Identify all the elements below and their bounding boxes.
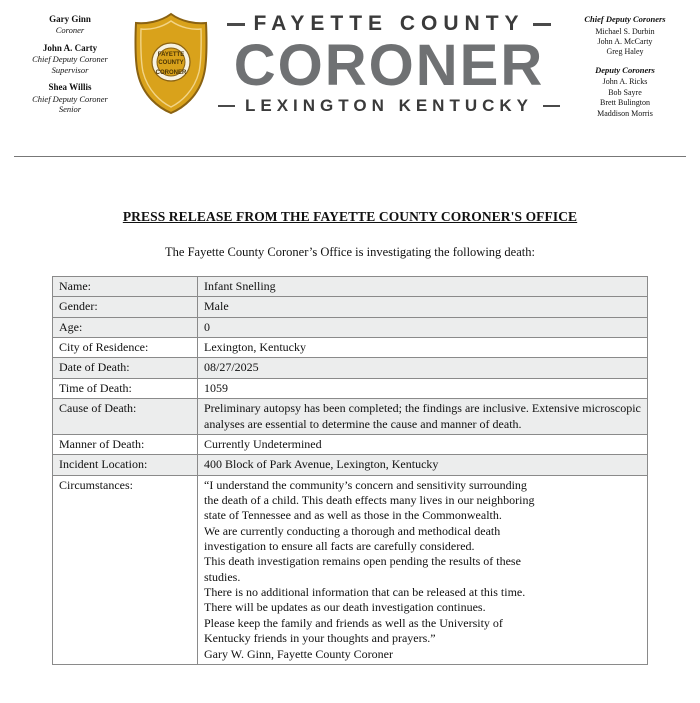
rule-left bbox=[218, 105, 235, 107]
row-label: Time of Death: bbox=[53, 378, 198, 398]
circumstances-line: “I understand the community’s concern and sensitivity surrounding bbox=[204, 477, 527, 492]
table-row bbox=[53, 297, 648, 317]
circumstances-line: studies. bbox=[204, 569, 241, 584]
row-value: 0 bbox=[198, 317, 648, 337]
table-row bbox=[53, 358, 648, 378]
letterhead bbox=[0, 0, 700, 150]
row-value: 400 Block of Park Avenue, Lexington, Kentucky bbox=[198, 455, 648, 475]
wordmark-main: CORONER bbox=[233, 33, 545, 98]
staff-entry bbox=[10, 43, 130, 76]
staff-group-heading: Chief Deputy Coroners bbox=[584, 14, 666, 24]
staff-group-members bbox=[560, 27, 690, 58]
row-label: City of Residence: bbox=[53, 338, 198, 358]
staff-entry bbox=[10, 82, 130, 115]
table-row bbox=[53, 455, 648, 475]
row-value: Infant Snelling bbox=[198, 277, 648, 297]
table-row bbox=[53, 317, 648, 337]
circumstances-line: There is no additional information that can be released at this time. bbox=[204, 585, 526, 600]
row-label: Circumstances: bbox=[53, 475, 198, 664]
staff-role-secondary: Supervisor bbox=[51, 64, 89, 75]
row-label: Incident Location: bbox=[53, 455, 198, 475]
staff-role-secondary: Senior bbox=[58, 104, 82, 115]
staff-entry bbox=[10, 14, 130, 36]
row-value: Male bbox=[198, 297, 648, 317]
staff-member: Bob Sayre bbox=[608, 87, 642, 97]
case-info-table bbox=[52, 276, 648, 665]
left-staff-column bbox=[10, 8, 130, 122]
circumstances-signature: Gary W. Ginn, Fayette County Coroner bbox=[204, 646, 393, 661]
letterhead-divider bbox=[14, 156, 686, 157]
row-label: Name: bbox=[53, 277, 198, 297]
row-value: Currently Undetermined bbox=[198, 434, 648, 454]
row-value: Preliminary autopsy has been completed; the findings are inclusive. Extensive microscopic analyses are essential to determine the cause and manner of death. bbox=[198, 399, 648, 435]
wordmark-bottom-text: LEXINGTON KENTUCKY bbox=[244, 96, 534, 116]
svg-text:COUNTY: COUNTY bbox=[158, 60, 184, 67]
row-value: 08/27/2025 bbox=[198, 358, 648, 378]
table-row-circumstances bbox=[53, 475, 648, 664]
circumstances-line: Please keep the family and friends as well as the University of bbox=[204, 615, 503, 630]
rule-left bbox=[227, 23, 245, 26]
row-label: Gender: bbox=[53, 297, 198, 317]
circumstances-line: This death investigation remains open pending the results of these bbox=[204, 554, 521, 569]
staff-member: Greg Haley bbox=[606, 47, 644, 57]
row-value: Lexington, Kentucky bbox=[198, 338, 648, 358]
staff-role: Chief Deputy Coroner bbox=[32, 54, 108, 65]
row-label: Age: bbox=[53, 317, 198, 337]
circumstances-line: There will be updates as our death investigation continues. bbox=[204, 600, 486, 615]
row-label: Cause of Death: bbox=[53, 399, 198, 435]
staff-name: Gary Ginn bbox=[49, 14, 91, 24]
staff-role: Coroner bbox=[55, 25, 85, 36]
staff-name: John A. Carty bbox=[42, 42, 98, 53]
coroner-badge-icon bbox=[130, 12, 212, 116]
staff-member: Michael S. Durbin bbox=[595, 26, 655, 36]
staff-member: Maddison Morris bbox=[597, 108, 653, 118]
staff-group bbox=[560, 65, 690, 119]
staff-name: Shea Willis bbox=[48, 82, 92, 93]
svg-text:CORONER: CORONER bbox=[155, 70, 187, 77]
rule-right bbox=[543, 105, 560, 107]
table-row bbox=[53, 338, 648, 358]
svg-text:FAYETTE: FAYETTE bbox=[157, 52, 185, 59]
table-row bbox=[53, 434, 648, 454]
table-row bbox=[53, 399, 648, 435]
staff-member: John A. Ricks bbox=[602, 77, 648, 87]
document-body bbox=[0, 209, 700, 665]
row-label: Manner of Death: bbox=[53, 434, 198, 454]
circumstances-line: Kentucky friends in your thoughts and prayers.” bbox=[204, 631, 436, 646]
staff-group-heading: Deputy Coroners bbox=[595, 64, 655, 75]
staff-group-members bbox=[560, 77, 690, 119]
table-row bbox=[53, 378, 648, 398]
wordmark-top-text: FAYETTE COUNTY bbox=[253, 12, 525, 35]
wordmark bbox=[216, 12, 560, 116]
circumstances-line: state of Tennessee and as well as those in the Commonwealth. bbox=[204, 508, 502, 523]
circumstances-line: the death of a child. This death effects many lives in our neighboring bbox=[204, 492, 535, 507]
staff-member: Brett Bulington bbox=[600, 98, 650, 108]
center-mark bbox=[130, 8, 560, 116]
staff-group bbox=[560, 14, 690, 58]
staff-role: Chief Deputy Coroner bbox=[32, 93, 108, 104]
row-value-circumstances bbox=[198, 475, 648, 664]
row-value: 1059 bbox=[198, 378, 648, 398]
wordmark-bottom-line bbox=[218, 96, 560, 116]
row-label: Date of Death: bbox=[53, 358, 198, 378]
right-staff-column bbox=[560, 8, 690, 126]
circumstances-line: investigation to ensure all facts are carefully considered. bbox=[204, 539, 475, 554]
press-release-intro: The Fayette County Coroner’s Office is investigating the following death: bbox=[165, 245, 535, 259]
press-release-title: PRESS RELEASE FROM THE FAYETTE COUNTY CORONER'S OFFICE bbox=[122, 209, 578, 224]
circumstances-line: We are currently conducting a thorough and methodical death bbox=[204, 523, 501, 538]
table-row bbox=[53, 277, 648, 297]
rule-right bbox=[533, 23, 551, 26]
staff-member: John A. McCarty bbox=[597, 37, 653, 47]
